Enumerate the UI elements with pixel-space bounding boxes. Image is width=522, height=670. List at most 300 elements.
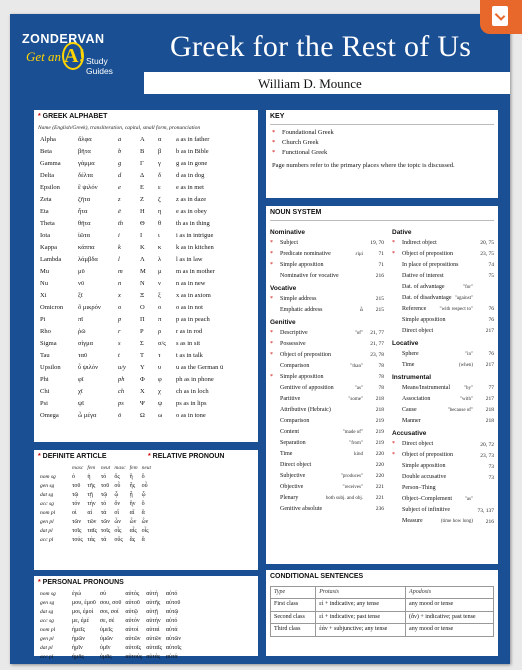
noun-page: 78	[378, 363, 384, 370]
series-script: Get an	[26, 49, 62, 64]
alphabet-cell: Σ	[140, 339, 144, 347]
noun-page: 221	[375, 484, 384, 491]
noun-example: "than"	[350, 363, 363, 369]
noun-page: 23, 75	[480, 251, 494, 258]
alphabet-row	[38, 254, 252, 266]
noun-item	[266, 271, 388, 282]
alphabet-cell: Xi	[40, 291, 47, 299]
article-cell: ταῖς	[87, 527, 97, 534]
noun-item	[388, 260, 498, 271]
article-cell: ὅν	[114, 500, 121, 507]
alphabet-cell: ὖ ψιλόν	[78, 363, 99, 371]
pronoun-cell: nom pl	[40, 626, 56, 633]
article-col-header: masc	[114, 464, 126, 471]
conditional-col-header: Apodosis	[406, 586, 494, 599]
noun-group-heading: Genitive	[270, 319, 296, 327]
noun-example: "for"	[463, 284, 473, 290]
noun-page: 76	[488, 317, 494, 324]
alphabet-cell: o	[118, 303, 122, 311]
noun-page: 216	[485, 518, 494, 525]
article-col-header: masc	[72, 464, 84, 471]
pronoun-cell: αὐτῇ	[146, 608, 158, 615]
alphabet-row	[38, 158, 252, 170]
alphabet-cell: e as in obey	[176, 207, 207, 215]
alphabet-cell: i	[118, 231, 120, 239]
article-cell: τοῖς	[72, 527, 82, 534]
noun-item	[388, 473, 498, 484]
noun-item	[388, 495, 498, 506]
alphabet-cell: ps	[118, 399, 124, 407]
noun-label: Plenary	[280, 495, 299, 502]
article-cell: ὅς	[114, 473, 120, 480]
article-cell: dat pl	[40, 527, 53, 534]
alphabet-cell: τ	[158, 351, 161, 359]
alphabet-cell: πῖ	[78, 315, 84, 323]
alphabet-cell: ι	[158, 231, 160, 239]
pronoun-cell: αὐτοῦ	[125, 599, 140, 606]
pronoun-cell: μου, ἐμοῦ	[72, 599, 96, 606]
noun-item	[388, 271, 498, 282]
pronoun-cell: acc sg	[40, 617, 54, 624]
noun-label: Separation	[280, 440, 306, 447]
pronoun-cell: αὐτοί	[125, 626, 139, 633]
pronoun-cell: αὐτῶν	[165, 635, 182, 642]
noun-label: Object of preposition	[402, 250, 453, 257]
noun-example: "as"	[354, 385, 363, 391]
pronoun-cell: gen sg	[40, 599, 55, 606]
alphabet-cell: θ	[158, 219, 162, 227]
pronoun-cell: αὐτοῖς	[165, 644, 182, 651]
noun-item	[388, 282, 498, 293]
article-cell: τῆς	[87, 482, 96, 489]
alphabet-cell: ο	[158, 303, 162, 311]
noun-page: 215	[375, 307, 384, 314]
key-heading: KEY	[270, 113, 285, 120]
noun-group-heading: Accusative	[392, 430, 427, 438]
alphabet-cell: Delta	[40, 171, 55, 179]
conditional-cell: Second class	[271, 611, 316, 624]
noun-item	[266, 405, 388, 416]
key-item	[266, 148, 498, 158]
alphabet-cell: a as in father	[176, 135, 210, 143]
noun-page: 71	[378, 251, 384, 258]
article-cell: ᾧ	[114, 491, 119, 498]
noun-mark: *	[392, 441, 395, 448]
article-col-header: neut	[100, 464, 111, 471]
alphabet-cell: Ι	[140, 231, 143, 239]
noun-example: "with"	[460, 396, 473, 402]
noun-label: Dat. of advantage	[402, 283, 445, 290]
noun-item	[266, 471, 388, 482]
alphabet-cell: ἒ ψιλόν	[78, 183, 98, 191]
noun-item	[388, 451, 498, 462]
pronoun-cell: σύ	[99, 590, 107, 597]
alphabet-cell: Φ	[140, 375, 145, 383]
alphabet-cell: ps as in lips	[176, 399, 207, 407]
alphabet-cell: r as in rod	[176, 327, 203, 335]
alphabet-cell: g	[118, 159, 122, 167]
article-cell: τῶν	[100, 518, 110, 525]
cheat-sheet	[10, 14, 510, 664]
alphabet-cell: Theta	[40, 219, 55, 227]
alphabet-cell: Eta	[40, 207, 49, 215]
article-heading: * DEFINITE ARTICLE * RELATIVE PRONOUN	[38, 453, 225, 460]
noun-label: Indirect object	[402, 239, 437, 246]
pronoun-row	[38, 590, 183, 599]
pronoun-cell: με, ἐμέ	[72, 617, 89, 624]
article-cell: τό	[100, 473, 107, 480]
article-cell: nom sg	[40, 473, 56, 480]
pronouns-heading: * PERSONAL PRONOUNS	[38, 579, 124, 586]
noun-mark: *	[270, 341, 273, 348]
article-cell: τούς	[72, 536, 83, 543]
noun-item	[266, 328, 388, 339]
article-cell: οἱ	[72, 509, 77, 516]
noun-example: "as"	[464, 496, 473, 502]
article-cell: τοῖς	[100, 527, 111, 534]
pronoun-cell: ὑμῖν	[99, 644, 111, 651]
noun-page: 76	[488, 351, 494, 358]
article-cell: αἱ	[87, 509, 93, 516]
pronoun-row	[38, 617, 183, 626]
noun-item	[266, 493, 388, 504]
noun-label: Direct object	[280, 462, 312, 469]
conditional-heading: CONDITIONAL SENTENCES	[270, 573, 364, 580]
noun-column-right	[388, 226, 498, 528]
noun-item	[388, 349, 498, 360]
pronoun-cell: αὐτῆς	[146, 599, 161, 606]
key-item	[266, 138, 498, 148]
alphabet-cell: r	[118, 327, 121, 335]
noun-label: Comparison	[280, 363, 310, 370]
noun-page: 218	[485, 418, 494, 425]
series-mark: A!	[62, 42, 84, 70]
alphabet-cell: δέλτα	[78, 171, 93, 179]
alphabet-cell: α	[158, 135, 162, 143]
article-row	[38, 527, 153, 536]
article-cell: οἵ	[114, 509, 119, 516]
pronoun-cell: ἡμᾶς	[72, 653, 84, 660]
alphabet-cell: ph as in phone	[176, 375, 214, 383]
article-cell: οὕς	[114, 536, 123, 543]
pronoun-cell: σου, σοῦ	[99, 599, 122, 606]
page-title: Greek for the Rest of Us	[170, 30, 472, 63]
article-cell: acc sg	[40, 500, 54, 507]
alphabet-cell: χῖ	[78, 387, 83, 395]
noun-page: 220	[375, 473, 384, 480]
noun-example: εἰμί	[355, 251, 363, 257]
noun-example: "some"	[348, 396, 363, 402]
noun-item	[388, 249, 498, 260]
key-mark: *	[272, 138, 276, 146]
alphabet-cell: m	[118, 267, 123, 275]
alphabet-cell: Pi	[40, 315, 46, 323]
alphabet-cell: Kappa	[40, 243, 57, 251]
alphabet-row	[38, 314, 252, 326]
noun-page: 23, 73	[480, 452, 494, 459]
pronoun-cell: nom sg	[40, 590, 56, 597]
noun-mark: *	[270, 352, 273, 359]
alphabet-cell: Sigma	[40, 339, 57, 347]
conditional-table	[270, 586, 494, 637]
noun-column-left	[266, 226, 388, 515]
alphabet-cell: Η	[140, 207, 145, 215]
noun-label: Simple apposition	[280, 261, 324, 268]
alphabet-cell: γ	[158, 159, 161, 167]
noun-label: Objective	[280, 484, 304, 491]
alphabet-cell: λ	[158, 255, 162, 263]
alphabet-row	[38, 146, 252, 158]
alphabet-cell: n	[118, 279, 122, 287]
alphabet-cell: s as in sit	[176, 339, 201, 347]
alphabet-cell: ch as in loch	[176, 387, 209, 395]
pronoun-row	[38, 635, 183, 644]
alphabet-row	[38, 206, 252, 218]
noun-label: Dative of interest	[402, 272, 444, 279]
alphabet-cell: ω	[158, 411, 163, 419]
alphabet-cell: Ο	[140, 303, 145, 311]
conditional-row	[271, 624, 494, 637]
pronoun-cell: αὐτή	[146, 590, 158, 597]
article-cell: dat sg	[40, 491, 54, 498]
pronoun-cell: αὐταί	[146, 626, 160, 633]
noun-item	[266, 305, 388, 316]
alphabet-cell: ō	[118, 411, 122, 419]
noun-item	[388, 238, 498, 249]
alphabet-caption: Name (English/Greek), transliteration, capital, small form, pronunciation	[38, 124, 201, 131]
pronoun-cell: αὐτάς	[146, 653, 161, 660]
noun-example: "produces"	[340, 473, 363, 479]
alphabet-cell: Π	[140, 315, 145, 323]
alphabet-cell: d as in dog	[176, 171, 205, 179]
alphabet-row	[38, 350, 252, 362]
noun-page: 78	[378, 374, 384, 381]
alphabet-cell: Rho	[40, 327, 51, 335]
article-cell: ἧς	[129, 482, 136, 489]
conditional-panel	[266, 570, 498, 656]
article-cell: ὁ	[72, 473, 75, 480]
alphabet-cell: s	[118, 339, 121, 347]
noun-item	[266, 449, 388, 460]
article-col-header: fem	[87, 464, 96, 471]
alphabet-cell: t as in talk	[176, 351, 203, 359]
noun-example: "by"	[463, 385, 473, 391]
alphabet-cell: e	[118, 183, 121, 191]
noun-item	[266, 438, 388, 449]
noun-system-heading: NOUN SYSTEM	[270, 209, 322, 216]
noun-mark: *	[270, 330, 273, 337]
noun-example: "because of"	[447, 407, 473, 413]
article-cell: ὅ	[141, 500, 145, 507]
key-label: Church Greek	[282, 138, 319, 146]
noun-item	[266, 294, 388, 305]
noun-item	[388, 315, 498, 326]
article-cell: ἥ	[129, 473, 133, 480]
alphabet-cell: Iota	[40, 231, 51, 239]
alphabet-cell: Chi	[40, 387, 50, 395]
noun-item	[388, 394, 498, 405]
pronoun-cell: αὐτοῖς	[125, 644, 141, 651]
noun-label: Nominative for vocative	[280, 272, 339, 279]
alphabet-cell: κ	[158, 243, 162, 251]
conditional-cell: εἰ + indicative; any tense	[316, 599, 406, 612]
article-cell: τῷ	[100, 491, 108, 498]
alphabet-cell: z as in daze	[176, 195, 207, 203]
alphabet-cell: Ξ	[140, 291, 145, 299]
alphabet-cell: ph	[118, 375, 125, 383]
noun-group-heading: Dative	[392, 229, 412, 236]
alphabet-cell: Ω	[140, 411, 145, 419]
noun-label: Subject	[280, 239, 298, 246]
noun-page: 74	[488, 262, 494, 269]
pronoun-cell: αὐτούς	[125, 653, 143, 660]
key-mark: *	[272, 128, 276, 136]
pronoun-cell: αὐτῶν	[125, 635, 141, 642]
alphabet-cell: Τ	[140, 351, 144, 359]
alphabet-cell: Γ	[140, 159, 144, 167]
alphabet-cell: μ	[158, 267, 162, 275]
alphabet-cell: Psi	[40, 399, 48, 407]
pronoun-cell: dat sg	[40, 608, 54, 615]
article-cell: ἅ	[141, 536, 145, 543]
article-cell: τῶν	[72, 518, 82, 525]
noun-label: Direct object	[402, 441, 434, 448]
article-cell: ἅς	[129, 536, 136, 543]
author: William D. Mounce	[258, 76, 362, 91]
noun-example: "in"	[465, 351, 473, 357]
conditional-row	[271, 611, 494, 624]
pronoun-cell: σοι, σοί	[99, 608, 119, 615]
alphabet-cell: Ρ	[140, 327, 144, 335]
noun-item	[266, 482, 388, 493]
noun-label: Attributive (Hebraic)	[280, 407, 331, 414]
alphabet-table	[38, 134, 252, 422]
corner-cell	[38, 464, 70, 473]
noun-page: 216	[375, 273, 384, 280]
conditional-cell: εἰ + indicative; past tense	[316, 611, 406, 624]
noun-example: "receives"	[342, 484, 363, 490]
noun-mark: *	[270, 296, 273, 302]
pronoun-cell: αὐτό	[165, 617, 178, 624]
noun-page: 217	[485, 328, 494, 335]
alphabet-row	[38, 182, 252, 194]
alphabet-cell: Δ	[140, 171, 145, 179]
pronoun-cell: αὐταῖς	[146, 644, 162, 651]
article-col-header: fem	[129, 464, 138, 471]
alphabet-cell: ἦτα	[78, 207, 88, 215]
alphabet-cell: Ψ	[140, 399, 145, 407]
article-cell: gen pl	[40, 518, 54, 525]
noun-page: 218	[375, 407, 384, 414]
download-pdf-icon[interactable]	[480, 0, 522, 34]
alphabet-cell: Phi	[40, 375, 49, 383]
conditional-cell: any mood or tense	[406, 599, 494, 612]
key-label: Functional Greek	[282, 149, 328, 156]
alphabet-cell: g as in gone	[176, 159, 208, 167]
greek-alphabet-panel	[34, 110, 258, 442]
alphabet-cell: ξῖ	[78, 291, 83, 299]
article-col-header: neut	[141, 464, 152, 471]
pronoun-cell: ἡμῖν	[72, 644, 83, 651]
noun-item	[388, 304, 498, 315]
article-cell: τόν	[72, 500, 81, 507]
alphabet-row	[38, 374, 252, 386]
article-cell: τοῦ	[100, 482, 110, 489]
alphabet-cell: k	[118, 243, 121, 251]
noun-item	[266, 361, 388, 372]
alphabet-cell: Β	[140, 147, 145, 155]
noun-label: Simple apposition	[402, 316, 446, 323]
alphabet-cell: u/y	[118, 363, 126, 371]
noun-page: 217	[485, 362, 494, 369]
alphabet-cell: k as in kitchen	[176, 243, 214, 251]
alphabet-row	[38, 230, 252, 242]
noun-example: "with respect to"	[439, 306, 473, 312]
noun-page: 73, 137	[477, 507, 494, 514]
alphabet-cell: a	[118, 135, 122, 143]
alphabet-cell: δ	[158, 171, 162, 179]
noun-item	[388, 440, 498, 451]
article-cell: ᾗ	[129, 491, 133, 498]
pronoun-row	[38, 644, 183, 653]
alphabet-row	[38, 278, 252, 290]
noun-example: "of"	[354, 330, 363, 336]
article-row	[38, 536, 153, 545]
pronoun-cell: αὐτῶν	[146, 635, 162, 642]
article-cell: ὧν	[129, 518, 137, 525]
alphabet-cell: Lambda	[40, 255, 62, 263]
alphabet-cell: Tau	[40, 351, 50, 359]
article-column-headers	[38, 464, 153, 473]
noun-page: 20, 72	[480, 441, 494, 448]
noun-mark: *	[392, 452, 395, 459]
alphabet-cell: ē	[118, 207, 121, 215]
noun-label: Association	[402, 396, 431, 403]
article-cell: οἷς	[141, 527, 149, 534]
alphabet-cell: Zeta	[40, 195, 52, 203]
noun-page: 221	[375, 495, 384, 502]
article-row	[38, 473, 153, 482]
alphabet-cell: t	[118, 351, 120, 359]
alphabet-row	[38, 326, 252, 338]
alphabet-cell: x as in axiom	[176, 291, 211, 299]
article-cell: αἷς	[129, 527, 137, 534]
pronoun-cell: ὑμεῖς	[99, 626, 113, 633]
noun-system-panel	[266, 206, 498, 564]
pronoun-cell: σε, σέ	[99, 617, 115, 624]
alphabet-cell: Beta	[40, 147, 52, 155]
noun-page: 20, 75	[480, 240, 494, 247]
article-cell: οἷς	[114, 527, 122, 534]
article-cell: gen sg	[40, 482, 55, 489]
alphabet-cell: Υ	[140, 363, 145, 371]
alphabet-row	[38, 386, 252, 398]
pronoun-row	[38, 608, 183, 617]
noun-item	[388, 517, 498, 528]
alphabet-cell: ch	[118, 387, 125, 395]
alphabet-cell: b	[118, 147, 122, 155]
noun-item	[388, 416, 498, 427]
conditional-row	[271, 599, 494, 612]
noun-group-heading: Nominative	[270, 229, 306, 236]
pronoun-cell: acc pl	[40, 653, 54, 660]
noun-item	[266, 350, 388, 361]
pronoun-row	[38, 653, 183, 662]
alphabet-cell: Θ	[140, 219, 145, 227]
alphabet-cell: b as in Bible	[176, 147, 209, 155]
article-row	[38, 482, 153, 491]
pronoun-cell: αὐτῷ	[125, 608, 138, 615]
